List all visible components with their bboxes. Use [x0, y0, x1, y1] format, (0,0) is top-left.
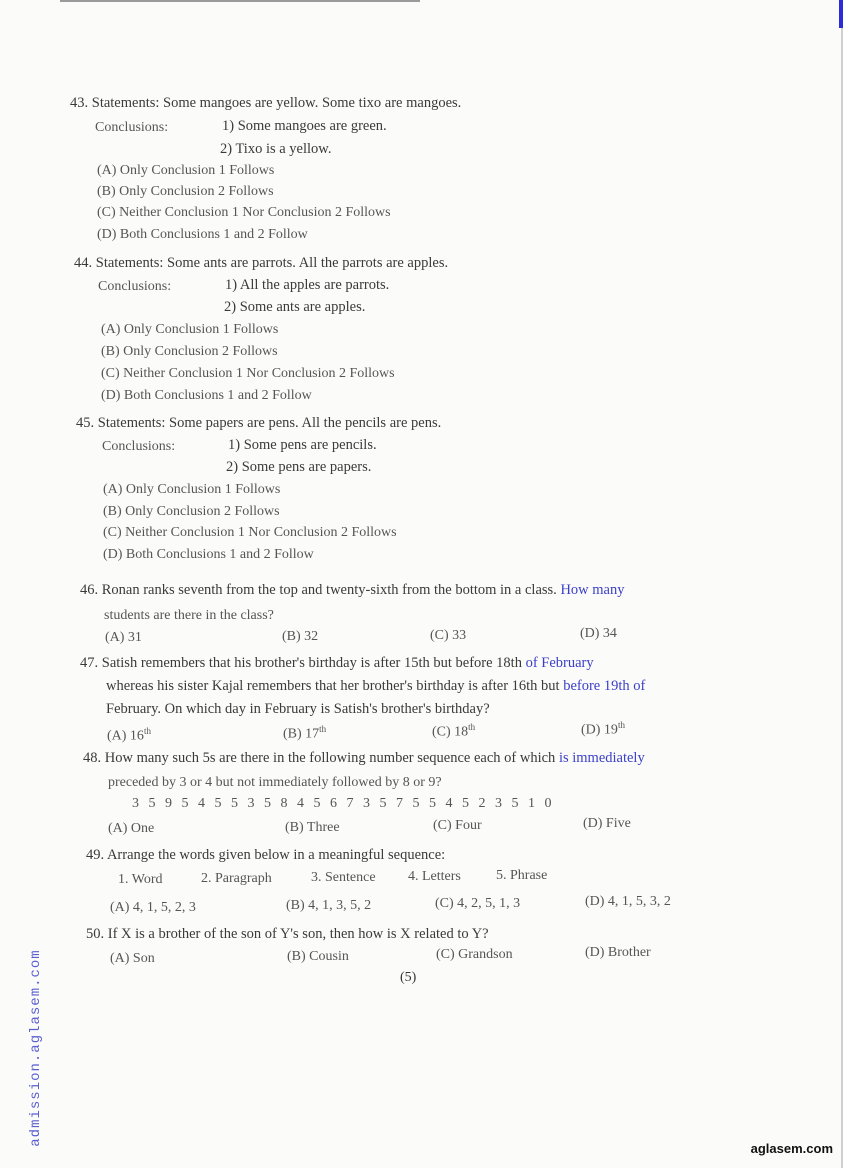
q45-statement: 45. Statements: Some papers are pens. All the pencils are pens.	[76, 415, 442, 431]
q44-option-a[interactable]: (A) Only Conclusion 1 Follows	[101, 322, 279, 337]
q50-option-c[interactable]: (C) Grandson	[436, 947, 513, 962]
q48-question-line-1	[83, 750, 645, 767]
q48-option-c[interactable]: (C) Four	[433, 818, 482, 833]
q46-option-a[interactable]: (A) 31	[105, 630, 142, 645]
q46-text-highlight: How many	[560, 582, 625, 598]
q44-conclusion-2: 2) Some ants are apples.	[224, 299, 366, 315]
q49-word-5: 5. Phrase	[496, 868, 548, 883]
q45-option-d[interactable]: (D) Both Conclusions 1 and 2 Follow	[103, 547, 314, 562]
q49-option-c[interactable]: (C) 4, 2, 5, 1, 3	[435, 896, 521, 911]
q48-question-line-2: preceded by 3 or 4 but not immediately followed by 8 or 9?	[108, 775, 442, 790]
q48-number-sequence: 3 5 9 5 4 5 5 3 5 8 4 5 6 7 3 5 7 5 5 4 5 2 3 5 1 0	[132, 796, 555, 811]
q49-option-b[interactable]: (B) 4, 1, 3, 5, 2	[286, 898, 372, 913]
q45-conclusions-label: Conclusions:	[102, 439, 176, 454]
q46-option-b[interactable]: (B) 32	[282, 629, 319, 644]
q47-option-a-sup: th	[143, 726, 151, 736]
brand-label: aglasem.com	[750, 1141, 833, 1156]
q50-option-d[interactable]: (D) Brother	[585, 945, 651, 960]
q50-option-a[interactable]: (A) Son	[110, 951, 155, 966]
q45-conclusion-1: 1) Some pens are pencils.	[228, 437, 377, 453]
q47-text-highlight: of February	[525, 655, 594, 671]
q46-text: 46. Ronan ranks seventh from the top and twenty-sixth from the bottom in a class.	[80, 582, 557, 598]
q47-option-c[interactable]	[432, 722, 475, 741]
q43-conclusion-1: 1) Some mangoes are green.	[222, 118, 387, 134]
q46-question-line-2: students are there in the class?	[104, 608, 274, 623]
q43-conclusion-2: 2) Tixo is a yellow.	[220, 141, 332, 157]
q43-option-d[interactable]: (D) Both Conclusions 1 and 2 Follow	[97, 227, 308, 242]
q49-option-d[interactable]: (D) 4, 1, 5, 3, 2	[585, 894, 671, 909]
q49-word-3: 3. Sentence	[311, 870, 376, 885]
q46-option-c[interactable]: (C) 33	[430, 628, 467, 643]
q47-option-b-sup: th	[319, 724, 327, 734]
q45-option-a[interactable]: (A) Only Conclusion 1 Follows	[103, 482, 281, 497]
q47-option-b[interactable]	[283, 724, 326, 743]
q47-option-b-label: (B) 17	[283, 726, 320, 742]
q47-option-c-label: (C) 18	[432, 724, 469, 740]
q44-option-b[interactable]: (B) Only Conclusion 2 Follows	[101, 344, 278, 359]
q47-text-2: whereas his sister Kajal remembers that her brother's birthday is after 16th but	[106, 678, 560, 694]
q45-conclusion-2: 2) Some pens are papers.	[226, 459, 372, 475]
q44-statement: 44. Statements: Some ants are parrots. All the parrots are apples.	[74, 255, 449, 271]
q43-option-a[interactable]: (A) Only Conclusion 1 Follows	[97, 163, 275, 178]
q43-option-c[interactable]: (C) Neither Conclusion 1 Nor Conclusion 2 Follows	[97, 205, 391, 220]
q47-question-line-1	[80, 655, 594, 672]
q47-option-a-label: (A) 16	[107, 728, 144, 744]
q46-option-d[interactable]: (D) 34	[580, 626, 617, 641]
q44-conclusion-1: 1) All the apples are parrots.	[225, 277, 390, 293]
q47-question-line-3: February. On which day in February is Satish's brother's birthday?	[106, 701, 490, 717]
q49-option-a[interactable]: (A) 4, 1, 5, 2, 3	[110, 900, 196, 915]
q43-option-b[interactable]: (B) Only Conclusion 2 Follows	[97, 184, 274, 199]
q47-option-d-sup: th	[617, 720, 625, 730]
q50-question: 50. If X is a brother of the son of Y's son, then how is X related to Y?	[86, 926, 489, 942]
q47-option-d-label: (D) 19	[581, 722, 618, 738]
q48-option-b[interactable]: (B) Three	[285, 820, 340, 835]
q44-option-d[interactable]: (D) Both Conclusions 1 and 2 Follow	[101, 388, 312, 403]
q48-text: 48. How many such 5s are there in the following number sequence each of which	[83, 750, 556, 766]
q47-text-2-highlight: before 19th of	[563, 678, 646, 694]
q49-word-4: 4. Letters	[408, 869, 461, 884]
q47-option-d[interactable]	[581, 720, 625, 739]
q46-question-line-1	[80, 582, 624, 599]
q48-text-highlight: is immediately	[558, 750, 645, 766]
q43-conclusions-label: Conclusions:	[95, 120, 169, 135]
q44-option-c[interactable]: (C) Neither Conclusion 1 Nor Conclusion 2 Follows	[101, 366, 395, 381]
watermark-url: admission.aglasem.com	[28, 949, 44, 1147]
q45-option-c[interactable]: (C) Neither Conclusion 1 Nor Conclusion 2 Follows	[103, 525, 397, 540]
q49-question: 49. Arrange the words given below in a meaningful sequence:	[86, 847, 446, 863]
scan-top-line	[60, 0, 420, 2]
q49-word-2: 2. Paragraph	[201, 871, 272, 886]
q44-conclusions-label: Conclusions:	[98, 279, 172, 294]
scan-blue-mark	[839, 0, 843, 28]
q47-option-c-sup: th	[468, 722, 476, 732]
q48-option-d[interactable]: (D) Five	[583, 816, 631, 831]
q49-word-1: 1. Word	[118, 872, 163, 887]
q47-option-a[interactable]	[107, 726, 151, 745]
q47-text: 47. Satish remembers that his brother's birthday is after 15th but before 18th	[80, 655, 522, 671]
q43-statement: 43. Statements: Some mangoes are yellow. Some tixo are mangoes.	[70, 95, 462, 111]
q45-option-b[interactable]: (B) Only Conclusion 2 Follows	[103, 504, 280, 519]
q47-question-line-2	[106, 678, 645, 695]
q50-option-b[interactable]: (B) Cousin	[287, 949, 349, 964]
q48-option-a[interactable]: (A) One	[108, 821, 155, 836]
page-number: (5)	[400, 970, 417, 985]
